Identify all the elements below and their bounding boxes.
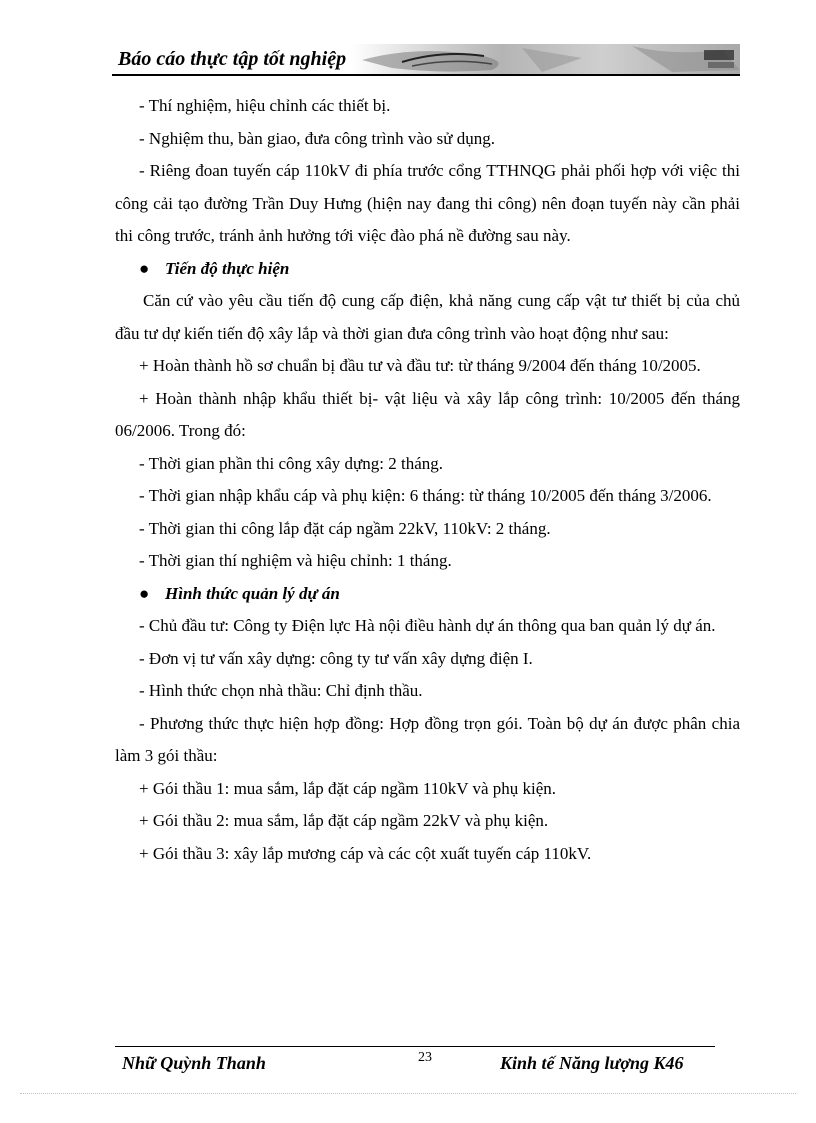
- list-item-dash: - Phương thức thực hiện hợp đồng: Hợp đồng trọn gói. Toàn bộ dự án được phân chia làm 3 gói thầu:: [115, 713, 740, 765]
- footer-divider: [115, 1046, 715, 1047]
- header-divider: [112, 74, 740, 76]
- list-item-dash: - Thời gian thí nghiệm và hiệu chỉnh: 1 tháng.: [139, 551, 452, 570]
- list-item-plus: + Hoàn thành hồ sơ chuẩn bị đầu tư và đầu tư: từ tháng 9/2004 đến tháng 10/2005.: [139, 356, 701, 375]
- list-item-dash: - Thời gian nhập khẩu cáp và phụ kiện: 6 tháng: từ tháng 10/2005 đến tháng 3/2006.: [139, 486, 712, 505]
- section-heading-text: Hình thức quản lý dự án: [165, 583, 340, 603]
- list-item-dash: - Hình thức chọn nhà thầu: Chỉ định thầu.: [139, 681, 423, 700]
- list-item-plus: + Gói thầu 3: xây lắp mương cáp và các cột xuất tuyến cáp 110kV.: [139, 843, 592, 863]
- footer-author: Nhữ Quỳnh Thanh: [122, 1053, 266, 1073]
- list-item-plus: + Gói thầu 2: mua sắm, lắp đặt cáp ngầm 22kV và phụ kiện.: [139, 811, 549, 830]
- section-heading: [115, 253, 740, 286]
- section-heading: [115, 578, 740, 611]
- list-item-dash: - Nghiệm thu, bàn giao, đưa công trình vào sử dụng.: [139, 128, 496, 148]
- list-item-dash: - Đơn vị tư vấn xây dựng: công ty tư vấn xây dựng điện I.: [139, 648, 533, 668]
- list-item-dash: - Thí nghiệm, hiệu chỉnh các thiết bị.: [139, 96, 391, 115]
- paragraph: Căn cứ vào yêu cầu tiến độ cung cấp điện, khả năng cung cấp vật tư thiết bị của chủ đầu tư dự kiến tiến độ xây lắp và thời gian đưa công trình vào hoạt động như sau:: [115, 291, 740, 343]
- list-item-plus: + Gói thầu 1: mua sắm, lắp đặt cáp ngầm 110kV và phụ kiện.: [139, 778, 557, 798]
- footer-course: Kinh tế Năng lượng K46: [500, 1053, 684, 1073]
- page-edge-divider: [20, 1093, 796, 1094]
- list-item-dash: - Chủ đầu tư: Công ty Điện lực Hà nội điều hành dự án thông qua ban quản lý dự án.: [139, 616, 716, 635]
- list-item-dash: - Thời gian phần thi công xây dựng: 2 tháng.: [139, 453, 444, 473]
- header-title: Báo cáo thực tập tốt nghiệp: [118, 48, 347, 70]
- list-item-dash: - Thời gian thi công lắp đặt cáp ngầm 22kV, 110kV: 2 tháng.: [139, 518, 551, 538]
- section-heading-text: Tiến độ thực hiện: [165, 258, 290, 278]
- bullet-icon: ●: [139, 583, 150, 603]
- page-number: 23: [418, 1050, 432, 1065]
- list-item-plus: + Hoàn thành nhập khẩu thiết bị- vật liệu và xây lắp công trình: 10/2005 đến tháng 06/2006. Trong đó:: [115, 388, 740, 440]
- bullet-icon: ●: [139, 258, 150, 278]
- document-body: [115, 90, 740, 870]
- page-header: [112, 44, 740, 74]
- list-item-dash: - Riêng đoan tuyến cáp 110kV đi phía trước cổng TTHNQG phải phối hợp với việc thi công cải tạo đường Trần Duy Hưng (hiện nay đang thi công) nên đoạn tuyến này cần phải thi công trước, tránh ảnh hưởng tới việc đào phá nề đường sau này.: [115, 161, 740, 245]
